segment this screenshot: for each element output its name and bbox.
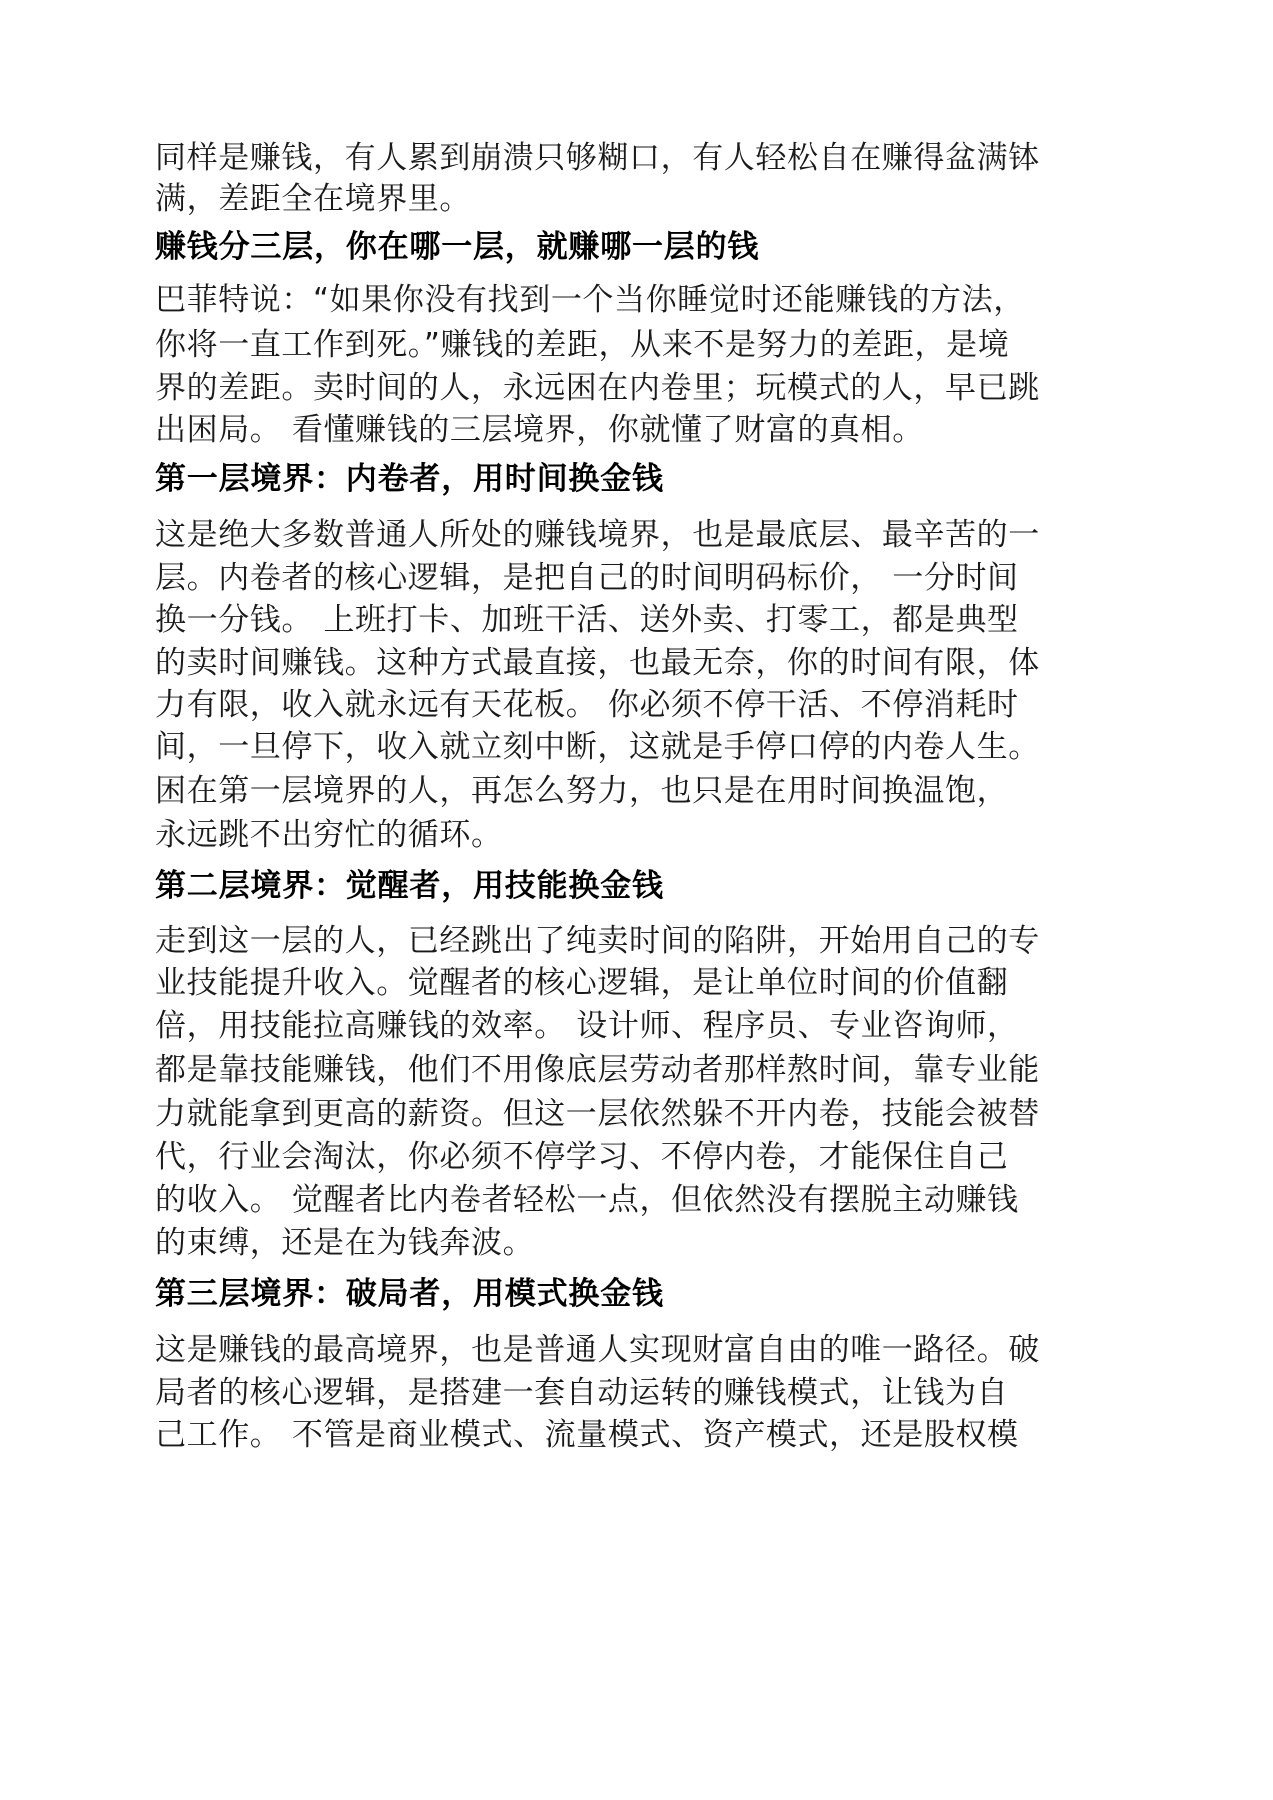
paragraph-line: 这是赚钱的最高境界，也是普通人实现财富自由的唯一路径。破 — [155, 1332, 1040, 1368]
paragraph-line: 界的差距。卖时间的人，永远困在内卷里；玩模式的人，早已跳 — [155, 370, 1040, 406]
paragraph-line: 这是绝大多数普通人所处的赚钱境界，也是最底层、最辛苦的一 — [155, 517, 1040, 553]
paragraph-line: 代，行业会淘汰，你必须不停学习、不停内卷，才能保住自己 — [155, 1139, 1009, 1175]
paragraph-line: 出困局。 看懂赚钱的三层境界，你就懂了财富的真相。 — [155, 412, 924, 448]
paragraph-line: 困在第一层境界的人，再怎么努力，也只是在用时间换温饱， — [155, 773, 1009, 809]
paragraph-line: 的卖时间赚钱。这种方式最直接，也最无奈，你的时间有限，体 — [155, 645, 1040, 681]
paragraph-line: 换一分钱。 上班打卡、加班干活、送外卖、打零工，都是典型 — [155, 602, 1019, 638]
section-heading: 第一层境界：内卷者，用时间换金钱 — [155, 461, 664, 497]
intro-line: 满，差距全在境界里。 — [155, 181, 471, 217]
paragraph-line: 己工作。 不管是商业模式、流量模式、资产模式，还是股权模 — [155, 1417, 1019, 1453]
paragraph-line: 你将一直工作到死。”赚钱的差距，从来不是努力的差距，是境 — [155, 327, 1010, 363]
paragraph-line: 局者的核心逻辑，是搭建一套自动运转的赚钱模式，让钱为自 — [155, 1375, 1009, 1411]
paragraph-line: 业技能提升收入。觉醒者的核心逻辑，是让单位时间的价值翻 — [155, 965, 1009, 1001]
document-title: 赚钱分三层，你在哪一层，就赚哪一层的钱 — [155, 229, 760, 265]
paragraph-line: 间，一旦停下，收入就立刻中断，这就是手停口停的内卷人生。 — [155, 729, 1040, 765]
section-heading: 第三层境界：破局者，用模式换金钱 — [155, 1276, 664, 1312]
paragraph-line: 走到这一层的人，已经跳出了纯卖时间的陷阱，开始用自己的专 — [155, 923, 1040, 959]
intro-line: 同样是赚钱，有人累到崩溃只够糊口，有人轻松自在赚得盆满钵 — [155, 140, 1040, 176]
paragraph-line: 永远跳不出穷忙的循环。 — [155, 817, 503, 853]
paragraph-line: 倍，用技能拉高赚钱的效率。 设计师、程序员、专业咨询师， — [155, 1008, 1019, 1044]
paragraph-line: 力就能拿到更高的薪资。但这一层依然躲不开内卷，技能会被替 — [155, 1096, 1040, 1132]
paragraph-line: 都是靠技能赚钱，他们不用像底层劳动者那样熬时间，靠专业能 — [155, 1052, 1040, 1088]
paragraph-line: 的收入。 觉醒者比内卷者轻松一点，但依然没有摆脱主动赚钱 — [155, 1182, 1019, 1218]
paragraph-line: 力有限，收入就永远有天花板。 你必须不停干活、不停消耗时 — [155, 687, 1019, 723]
paragraph-line: 层。内卷者的核心逻辑，是把自己的时间明码标价， 一分时间 — [155, 560, 1019, 596]
paragraph-line: 的束缚，还是在为钱奔波。 — [155, 1225, 535, 1261]
paragraph-line: 巴菲特说：“如果你没有找到一个当你睡觉时还能赚钱的方法， — [155, 282, 1025, 318]
section-heading: 第二层境界：觉醒者，用技能换金钱 — [155, 868, 664, 904]
